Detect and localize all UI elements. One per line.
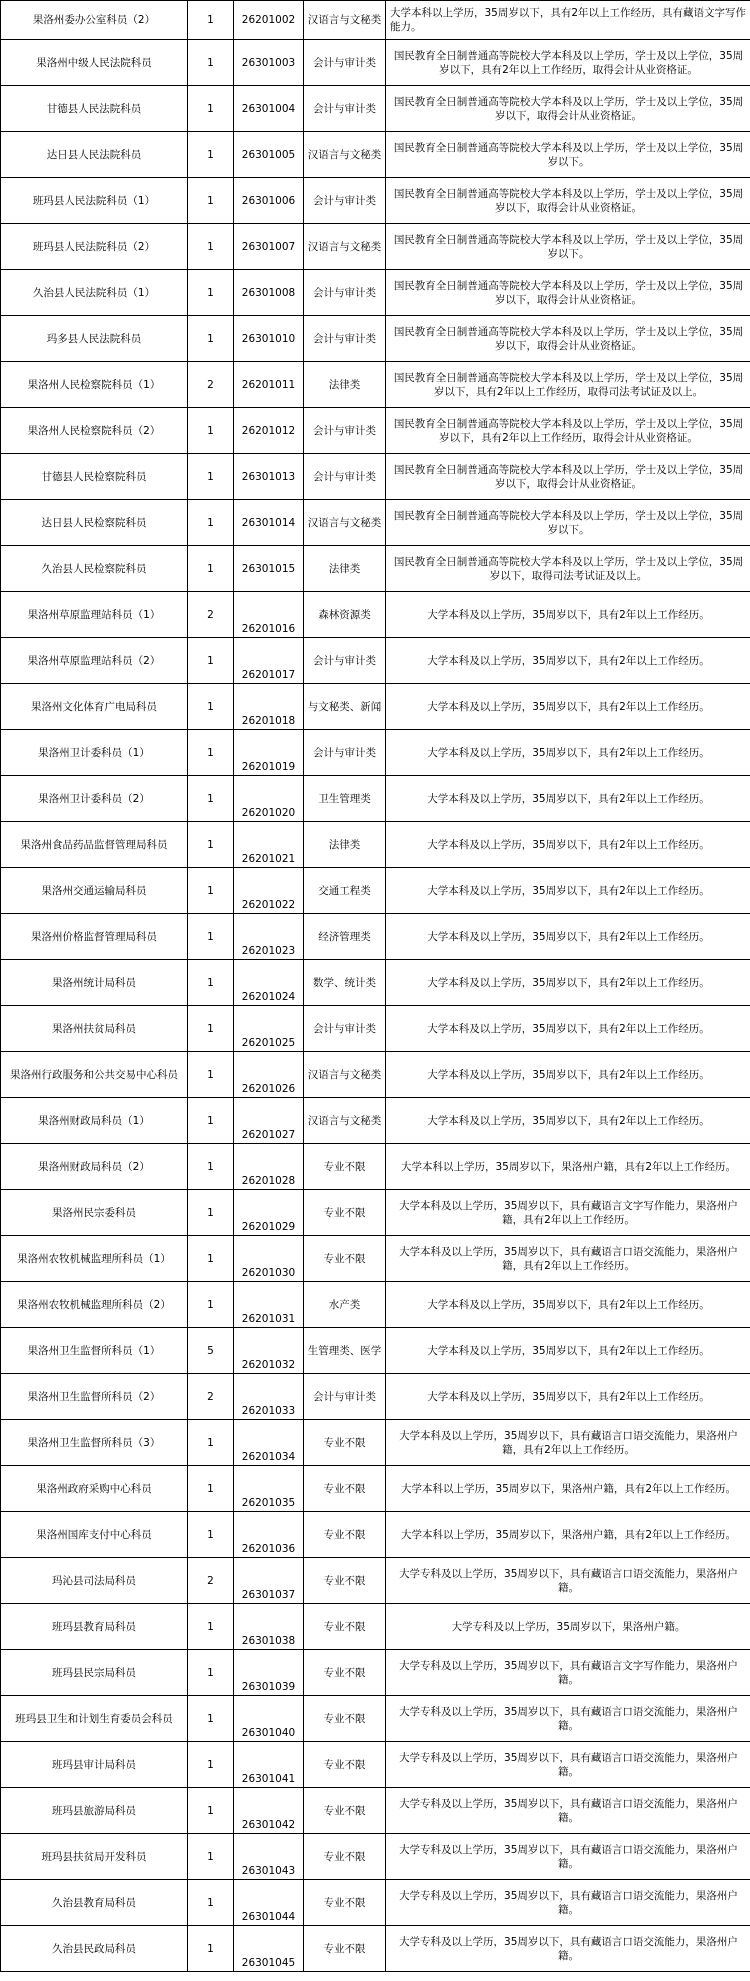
table-row (1, 546, 750, 592)
position-code-cell: 26301041 (234, 1742, 304, 1788)
position-name-cell: 久治县教育局科员 (1, 1880, 188, 1926)
table-row (1, 1696, 750, 1742)
position-name-cell: 果洛州草原监理站科员（1） (1, 592, 188, 638)
table-row (1, 1052, 750, 1098)
requirements-cell: 大学本科以上学历，35周岁以下，果洛州户籍，具有2年以上工作经历。 (386, 1144, 750, 1190)
table-body (1, 1, 750, 1972)
headcount-cell: 1 (188, 500, 234, 546)
major-cell: 汉语言与文秘类 (304, 132, 386, 178)
table-row (1, 1466, 750, 1512)
position-code-cell: 26201011 (234, 362, 304, 408)
table-row (1, 822, 750, 868)
position-name-cell: 果洛州财政局科员（2） (1, 1144, 188, 1190)
requirements-cell: 大学本科以上学历，35周岁以下，果洛州户籍，具有2年以上工作经历。 (386, 1512, 750, 1558)
table-row (1, 1880, 750, 1926)
headcount-cell: 1 (188, 1236, 234, 1282)
position-name-cell: 久治县人民法院科员（1） (1, 270, 188, 316)
position-name-cell: 果洛州财政局科员（1） (1, 1098, 188, 1144)
position-name-cell: 果洛州国库支付中心科员 (1, 1512, 188, 1558)
headcount-cell: 1 (188, 822, 234, 868)
major-cell: 专业不限 (304, 1236, 386, 1282)
position-code-cell: 26201033 (234, 1374, 304, 1420)
headcount-cell: 1 (188, 1282, 234, 1328)
requirements-cell: 大学专科及以上学历，35周岁以下，具有藏语言口语交流能力，果洛州户籍。 (386, 1926, 750, 1972)
position-code-cell: 26201032 (234, 1328, 304, 1374)
position-code-cell: 26201021 (234, 822, 304, 868)
major-cell: 会计与审计类 (304, 316, 386, 362)
position-code-cell: 26201019 (234, 730, 304, 776)
position-code-cell: 26201029 (234, 1190, 304, 1236)
table-row (1, 1, 750, 40)
position-code-cell: 26301040 (234, 1696, 304, 1742)
headcount-cell: 1 (188, 1742, 234, 1788)
position-code-cell: 26201031 (234, 1282, 304, 1328)
position-code-cell: 26301014 (234, 500, 304, 546)
headcount-cell: 1 (188, 178, 234, 224)
position-name-cell: 班玛县审计局科员 (1, 1742, 188, 1788)
position-code-cell: 26201024 (234, 960, 304, 1006)
position-code-cell: 26301004 (234, 86, 304, 132)
requirements-cell: 国民教育全日制普通高等院校大学本科及以上学历，学士及以上学位，35周岁以下，取得会计从业资格证。 (386, 454, 750, 500)
position-name-cell: 甘德县人民法院科员 (1, 86, 188, 132)
headcount-cell: 1 (188, 316, 234, 362)
requirements-cell: 大学本科及以上学历，35周岁以下，具有2年以上工作经历。 (386, 592, 750, 638)
position-code-cell: 26301015 (234, 546, 304, 592)
requirements-cell: 大学本科及以上学历，35周岁以下，具有2年以上工作经历。 (386, 1328, 750, 1374)
table-row (1, 408, 750, 454)
headcount-cell: 1 (188, 914, 234, 960)
position-name-cell: 果洛州统计局科员 (1, 960, 188, 1006)
headcount-cell: 1 (188, 1052, 234, 1098)
table-row (1, 730, 750, 776)
position-code-cell: 26201018 (234, 684, 304, 730)
requirements-cell: 国民教育全日制普通高等院校大学本科及以上学历，学士及以上学位，35周岁以下，取得会计从业资格证。 (386, 86, 750, 132)
requirements-cell: 国民教育全日制普通高等院校大学本科及以上学历，学士及以上学位，35周岁以下，取得司法考试证及以上。 (386, 546, 750, 592)
position-name-cell: 久治县民政局科员 (1, 1926, 188, 1972)
major-cell: 水产类 (304, 1282, 386, 1328)
major-cell: 数学、统计类 (304, 960, 386, 1006)
major-cell: 专业不限 (304, 1650, 386, 1696)
requirements-cell: 大学本科及以上学历，35周岁以下，具有2年以上工作经历。 (386, 1374, 750, 1420)
position-code-cell: 26301044 (234, 1880, 304, 1926)
position-name-cell: 果洛州交通运输局科员 (1, 868, 188, 914)
major-cell: 专业不限 (304, 1834, 386, 1880)
table-row (1, 40, 750, 86)
major-cell: 专业不限 (304, 1788, 386, 1834)
position-code-cell: 26201027 (234, 1098, 304, 1144)
position-name-cell: 果洛州卫生监督所科员（1） (1, 1328, 188, 1374)
table-row (1, 1190, 750, 1236)
major-cell: 会计与审计类 (304, 178, 386, 224)
position-code-cell: 26301007 (234, 224, 304, 270)
headcount-cell: 2 (188, 1374, 234, 1420)
major-cell: 专业不限 (304, 1512, 386, 1558)
position-name-cell: 班玛县人民法院科员（2） (1, 224, 188, 270)
headcount-cell: 1 (188, 638, 234, 684)
table-row (1, 1512, 750, 1558)
table-row (1, 270, 750, 316)
table-row (1, 592, 750, 638)
table-row (1, 1834, 750, 1880)
position-code-cell: 26301008 (234, 270, 304, 316)
position-name-cell: 果洛州草原监理站科员（2） (1, 638, 188, 684)
position-name-cell: 果洛州价格监督管理局科员 (1, 914, 188, 960)
requirements-cell: 国民教育全日制普通高等院校大学本科及以上学历，学士及以上学位，35周岁以下，取得会计从业资格证。 (386, 178, 750, 224)
position-code-cell: 26201020 (234, 776, 304, 822)
position-name-cell: 班玛县民宗局科员 (1, 1650, 188, 1696)
requirements-cell: 大学本科及以上学历，35周岁以下，具有2年以上工作经历。 (386, 1282, 750, 1328)
major-cell: 专业不限 (304, 1696, 386, 1742)
requirements-cell: 大学专科及以上学历，35周岁以下，具有藏语言口语交流能力，果洛州户籍。 (386, 1742, 750, 1788)
position-code-cell: 26301010 (234, 316, 304, 362)
position-name-cell: 班玛县卫生和计划生育委员会科员 (1, 1696, 188, 1742)
major-cell: 专业不限 (304, 1144, 386, 1190)
major-cell: 会计与审计类 (304, 86, 386, 132)
major-cell: 法律类 (304, 546, 386, 592)
requirements-cell: 大学专科及以上学历，35周岁以下，果洛州户籍。 (386, 1604, 750, 1650)
major-cell: 生管理类、医学 (304, 1328, 386, 1374)
table-row (1, 1558, 750, 1604)
position-name-cell: 玛多县人民法院科员 (1, 316, 188, 362)
position-name-cell: 玛沁县司法局科员 (1, 1558, 188, 1604)
position-code-cell: 26201026 (234, 1052, 304, 1098)
table-row (1, 500, 750, 546)
table-row (1, 316, 750, 362)
requirements-cell: 大学本科及以上学历，35周岁以下，具有2年以上工作经历。 (386, 1006, 750, 1052)
position-code-cell: 26301005 (234, 132, 304, 178)
major-cell: 卫生管理类 (304, 776, 386, 822)
headcount-cell: 2 (188, 592, 234, 638)
headcount-cell: 2 (188, 1558, 234, 1604)
requirements-cell: 大学本科及以上学历，35周岁以下，具有2年以上工作经历。 (386, 960, 750, 1006)
requirements-cell: 国民教育全日制普通高等院校大学本科及以上学历，学士及以上学位，35周岁以下，取得会计从业资格证。 (386, 270, 750, 316)
headcount-cell: 1 (188, 1006, 234, 1052)
requirements-cell: 大学专科及以上学历，35周岁以下，具有藏语言口语交流能力，果洛州户籍。 (386, 1558, 750, 1604)
table-row (1, 1144, 750, 1190)
headcount-cell: 1 (188, 132, 234, 178)
position-name-cell: 果洛州文化体育广电局科员 (1, 684, 188, 730)
major-cell: 专业不限 (304, 1926, 386, 1972)
position-code-cell: 26201023 (234, 914, 304, 960)
table-row (1, 776, 750, 822)
major-cell: 法律类 (304, 822, 386, 868)
table-row (1, 1788, 750, 1834)
table-row (1, 1098, 750, 1144)
headcount-cell: 1 (188, 1650, 234, 1696)
table-row (1, 1420, 750, 1466)
requirements-cell: 大学本科以上学历，35周岁以下，具有2年以上工作经历，具有藏语文字写作能力。 (386, 1, 750, 40)
requirements-cell: 大学本科及以上学历，35周岁以下，具有2年以上工作经历。 (386, 638, 750, 684)
requirements-cell: 大学专科及以上学历，35周岁以下，具有藏语言口语交流能力，果洛州户籍。 (386, 1834, 750, 1880)
table-row (1, 178, 750, 224)
major-cell: 会计与审计类 (304, 270, 386, 316)
position-name-cell: 果洛州人民检察院科员（2） (1, 408, 188, 454)
requirements-cell: 大学专科及以上学历，35周岁以下，具有藏语言文字写作能力，果洛州户籍。 (386, 1650, 750, 1696)
table-row (1, 86, 750, 132)
position-name-cell: 班玛县人民法院科员（1） (1, 178, 188, 224)
major-cell: 专业不限 (304, 1190, 386, 1236)
position-name-cell: 果洛州农牧机械监理所科员（2） (1, 1282, 188, 1328)
headcount-cell: 5 (188, 1328, 234, 1374)
major-cell: 专业不限 (304, 1604, 386, 1650)
table-row (1, 914, 750, 960)
major-cell: 会计与审计类 (304, 730, 386, 776)
position-code-cell: 26301013 (234, 454, 304, 500)
headcount-cell: 1 (188, 776, 234, 822)
position-code-cell: 26301037 (234, 1558, 304, 1604)
position-name-cell: 果洛州卫计委科员（1） (1, 730, 188, 776)
table-row (1, 868, 750, 914)
position-name-cell: 甘德县人民检察院科员 (1, 454, 188, 500)
position-name-cell: 果洛州人民检察院科员（1） (1, 362, 188, 408)
headcount-cell: 1 (188, 1144, 234, 1190)
headcount-cell: 1 (188, 1834, 234, 1880)
requirements-cell: 国民教育全日制普通高等院校大学本科及以上学历，学士及以上学位，35周岁以下。 (386, 132, 750, 178)
requirements-cell: 国民教育全日制普通高等院校大学本科及以上学历，学士及以上学位，35周岁以下，具有2年以上工作经历，取得司法考试证及以上。 (386, 362, 750, 408)
table-row (1, 1742, 750, 1788)
requirements-cell: 大学本科及以上学历，35周岁以下，具有2年以上工作经历。 (386, 914, 750, 960)
table-row (1, 1926, 750, 1972)
position-code-cell: 26201002 (234, 1, 304, 40)
headcount-cell: 1 (188, 1512, 234, 1558)
position-code-cell: 26301043 (234, 1834, 304, 1880)
position-code-cell: 26201025 (234, 1006, 304, 1052)
position-name-cell: 果洛州卫生监督所科员（3） (1, 1420, 188, 1466)
position-code-cell: 26201030 (234, 1236, 304, 1282)
position-code-cell: 26201017 (234, 638, 304, 684)
position-code-cell: 26301039 (234, 1650, 304, 1696)
requirements-cell: 大学本科及以上学历，35周岁以下，具有2年以上工作经历。 (386, 730, 750, 776)
position-name-cell: 班玛县旅游局科员 (1, 1788, 188, 1834)
position-name-cell: 果洛州扶贫局科员 (1, 1006, 188, 1052)
requirements-cell: 大学本科及以上学历，35周岁以下，具有2年以上工作经历。 (386, 776, 750, 822)
requirements-cell: 大学专科及以上学历，35周岁以下，具有藏语言口语交流能力，果洛州户籍。 (386, 1788, 750, 1834)
position-name-cell: 班玛县教育局科员 (1, 1604, 188, 1650)
position-name-cell: 达日县人民检察院科员 (1, 500, 188, 546)
position-name-cell: 果洛州卫生监督所科员（2） (1, 1374, 188, 1420)
table-row (1, 1236, 750, 1282)
position-name-cell: 果洛州政府采购中心科员 (1, 1466, 188, 1512)
headcount-cell: 1 (188, 1, 234, 40)
requirements-cell: 国民教育全日制普通高等院校大学本科及以上学历，学士及以上学位，35周岁以下，取得会计从业资格证。 (386, 316, 750, 362)
requirements-cell: 大学本科及以上学历，35周岁以下，具有2年以上工作经历。 (386, 1098, 750, 1144)
position-code-cell: 26201036 (234, 1512, 304, 1558)
position-code-cell: 26201016 (234, 592, 304, 638)
headcount-cell: 1 (188, 1466, 234, 1512)
headcount-cell: 2 (188, 362, 234, 408)
major-cell: 专业不限 (304, 1420, 386, 1466)
position-name-cell: 班玛县扶贫局开发科员 (1, 1834, 188, 1880)
major-cell: 会计与审计类 (304, 1006, 386, 1052)
headcount-cell: 1 (188, 684, 234, 730)
headcount-cell: 1 (188, 1420, 234, 1466)
table-row (1, 1006, 750, 1052)
requirements-cell: 大学本科及以上学历，35周岁以下，具有2年以上工作经历。 (386, 684, 750, 730)
headcount-cell: 1 (188, 86, 234, 132)
major-cell: 专业不限 (304, 1466, 386, 1512)
position-code-cell: 26201034 (234, 1420, 304, 1466)
headcount-cell: 1 (188, 1788, 234, 1834)
position-name-cell: 果洛州民宗委科员 (1, 1190, 188, 1236)
position-code-cell: 26301038 (234, 1604, 304, 1650)
headcount-cell: 1 (188, 454, 234, 500)
major-cell: 经济管理类 (304, 914, 386, 960)
requirements-cell: 大学专科及以上学历，35周岁以下，具有藏语言口语交流能力，果洛州户籍。 (386, 1880, 750, 1926)
requirements-cell: 大学本科及以上学历，35周岁以下，具有2年以上工作经历。 (386, 822, 750, 868)
requirements-cell: 大学本科及以上学历，35周岁以下，具有2年以上工作经历。 (386, 1052, 750, 1098)
table-row (1, 132, 750, 178)
table-row (1, 454, 750, 500)
requirements-cell: 国民教育全日制普通高等院校大学本科及以上学历，学士及以上学位，35周岁以下，具有2年以上工作经历，取得会计从业资格证。 (386, 408, 750, 454)
position-code-cell: 26301045 (234, 1926, 304, 1972)
position-code-cell: 26201022 (234, 868, 304, 914)
position-code-cell: 26301006 (234, 178, 304, 224)
position-code-cell: 26301042 (234, 1788, 304, 1834)
position-name-cell: 果洛州卫计委科员（2） (1, 776, 188, 822)
table-row (1, 684, 750, 730)
major-cell: 汉语言与文秘类 (304, 1, 386, 40)
headcount-cell: 1 (188, 960, 234, 1006)
major-cell: 汉语言与文秘类 (304, 1052, 386, 1098)
position-code-cell: 26201035 (234, 1466, 304, 1512)
table-row (1, 1282, 750, 1328)
position-name-cell: 果洛州委办公室科员（2） (1, 1, 188, 40)
table-row (1, 1650, 750, 1696)
headcount-cell: 1 (188, 1190, 234, 1236)
requirements-cell: 大学本科以上学历，35周岁以下，果洛州户籍，具有2年以上工作经历。 (386, 1466, 750, 1512)
table-row (1, 224, 750, 270)
major-cell: 会计与审计类 (304, 638, 386, 684)
table-row (1, 1328, 750, 1374)
position-name-cell: 果洛州行政服务和公共交易中心科员 (1, 1052, 188, 1098)
table-row (1, 960, 750, 1006)
position-name-cell: 果洛州中级人民法院科员 (1, 40, 188, 86)
major-cell: 会计与审计类 (304, 1374, 386, 1420)
headcount-cell: 1 (188, 730, 234, 776)
table-row (1, 362, 750, 408)
table-row (1, 1374, 750, 1420)
headcount-cell: 1 (188, 40, 234, 86)
major-cell: 交通工程类 (304, 868, 386, 914)
watermark-mark (676, 1961, 744, 1975)
requirements-cell: 大学本科及以上学历，35周岁以下，具有藏语言文字写作能力，果洛州户籍，具有2年以上工作经历。 (386, 1190, 750, 1236)
requirements-cell: 大学本科及以上学历，35周岁以下，具有2年以上工作经历。 (386, 868, 750, 914)
headcount-cell: 1 (188, 1098, 234, 1144)
position-code-cell: 26201012 (234, 408, 304, 454)
headcount-cell: 1 (188, 868, 234, 914)
headcount-cell: 1 (188, 1696, 234, 1742)
position-name-cell: 果洛州农牧机械监理所科员（1） (1, 1236, 188, 1282)
major-cell: 专业不限 (304, 1742, 386, 1788)
requirements-cell: 大学本科及以上学历，35周岁以下，具有藏语言口语交流能力，果洛州户籍，具有2年以上工作经历。 (386, 1236, 750, 1282)
requirements-cell: 国民教育全日制普通高等院校大学本科及以上学历，学士及以上学位，35周岁以下，具有2年以上工作经历，取得会计从业资格证。 (386, 40, 750, 86)
major-cell: 汉语言与文秘类 (304, 500, 386, 546)
requirements-cell: 国民教育全日制普通高等院校大学本科及以上学历，学士及以上学位，35周岁以下。 (386, 500, 750, 546)
position-code-cell: 26301003 (234, 40, 304, 86)
headcount-cell: 1 (188, 1604, 234, 1650)
major-cell: 专业不限 (304, 1558, 386, 1604)
major-cell: 森林资源类 (304, 592, 386, 638)
major-cell: 会计与审计类 (304, 408, 386, 454)
position-name-cell: 果洛州食品药品监督管理局科员 (1, 822, 188, 868)
headcount-cell: 1 (188, 1926, 234, 1972)
major-cell: 汉语言与文秘类 (304, 224, 386, 270)
requirements-cell: 大学本科及以上学历，35周岁以下，具有藏语言口语交流能力，果洛州户籍，具有2年以上工作经历。 (386, 1420, 750, 1466)
headcount-cell: 1 (188, 408, 234, 454)
headcount-cell: 1 (188, 270, 234, 316)
major-cell: 与文秘类、新闻 (304, 684, 386, 730)
table-row (1, 1604, 750, 1650)
requirements-cell: 大学专科及以上学历，35周岁以下，具有藏语言口语交流能力，果洛州户籍。 (386, 1696, 750, 1742)
major-cell: 汉语言与文秘类 (304, 1098, 386, 1144)
headcount-cell: 1 (188, 224, 234, 270)
requirements-cell: 国民教育全日制普通高等院校大学本科及以上学历，学士及以上学位，35周岁以下。 (386, 224, 750, 270)
major-cell: 会计与审计类 (304, 40, 386, 86)
position-name-cell: 久治县人民检察院科员 (1, 546, 188, 592)
headcount-cell: 1 (188, 1880, 234, 1926)
major-cell: 会计与审计类 (304, 454, 386, 500)
major-cell: 专业不限 (304, 1880, 386, 1926)
table-row (1, 638, 750, 684)
major-cell: 法律类 (304, 362, 386, 408)
position-code-cell: 26201028 (234, 1144, 304, 1190)
position-name-cell: 达日县人民法院科员 (1, 132, 188, 178)
headcount-cell: 1 (188, 546, 234, 592)
